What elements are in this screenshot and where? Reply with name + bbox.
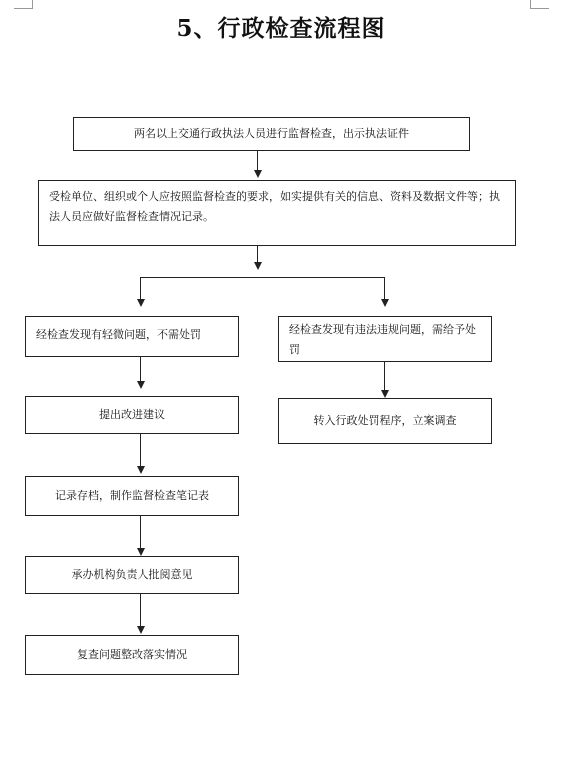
arrow-down-icon xyxy=(381,390,389,398)
flow-box-right1-text: 经检查发现有违法违规问题，需给予处罚 xyxy=(289,323,476,356)
connector-line xyxy=(140,357,141,381)
connector-line xyxy=(384,277,385,299)
branch-line xyxy=(140,277,384,278)
connector-line xyxy=(257,246,258,262)
connector-line xyxy=(140,594,141,626)
connector-line xyxy=(257,151,258,171)
connector-line xyxy=(140,277,141,299)
connector-line xyxy=(384,362,385,390)
flow-box-step1-text: 两名以上交通行政执法人员进行监督检查，出示执法证件 xyxy=(134,127,409,140)
flow-box-right2-text: 转入行政处罚程序，立案调查 xyxy=(313,414,457,427)
arrow-down-icon xyxy=(137,548,145,556)
page-corner-mark-left xyxy=(14,0,33,9)
flow-box-step2 xyxy=(38,180,516,246)
flow-box-left5 xyxy=(25,635,239,675)
flow-box-left1-text: 经检查发现有轻微问题，不需处罚 xyxy=(36,328,201,341)
flow-box-right2 xyxy=(278,398,492,444)
page-title: 5、行政检查流程图 xyxy=(176,15,386,42)
flow-box-step1 xyxy=(73,117,470,151)
arrow-down-icon xyxy=(137,626,145,634)
connector-line xyxy=(140,516,141,548)
flow-box-left5-text: 复查问题整改落实情况 xyxy=(77,648,187,661)
flow-box-left2-text: 提出改进建议 xyxy=(99,408,165,421)
flow-box-left4 xyxy=(25,556,239,594)
flow-box-left3-text: 记录存档，制作监督检查笔记表 xyxy=(55,489,209,502)
page-corner-mark-right xyxy=(530,0,549,9)
arrow-down-icon xyxy=(137,381,145,389)
arrow-down-icon xyxy=(137,466,145,474)
flow-box-right1 xyxy=(278,316,492,362)
flow-box-left4-text: 承办机构负责人批阅意见 xyxy=(71,568,193,581)
arrow-down-icon xyxy=(381,299,389,307)
flow-box-left3 xyxy=(25,476,239,516)
arrow-down-icon xyxy=(254,170,262,178)
arrow-down-icon xyxy=(254,262,262,270)
flow-box-left2 xyxy=(25,396,239,434)
flow-box-left1 xyxy=(25,316,239,357)
connector-line xyxy=(140,434,141,466)
arrow-down-icon xyxy=(137,299,145,307)
flow-box-step2-text: 受检单位、组织或个人应按照监督检查的要求，如实提供有关的信息、资料及数据文件等；执法人员应做好监督检查情况记录。 xyxy=(49,190,500,223)
